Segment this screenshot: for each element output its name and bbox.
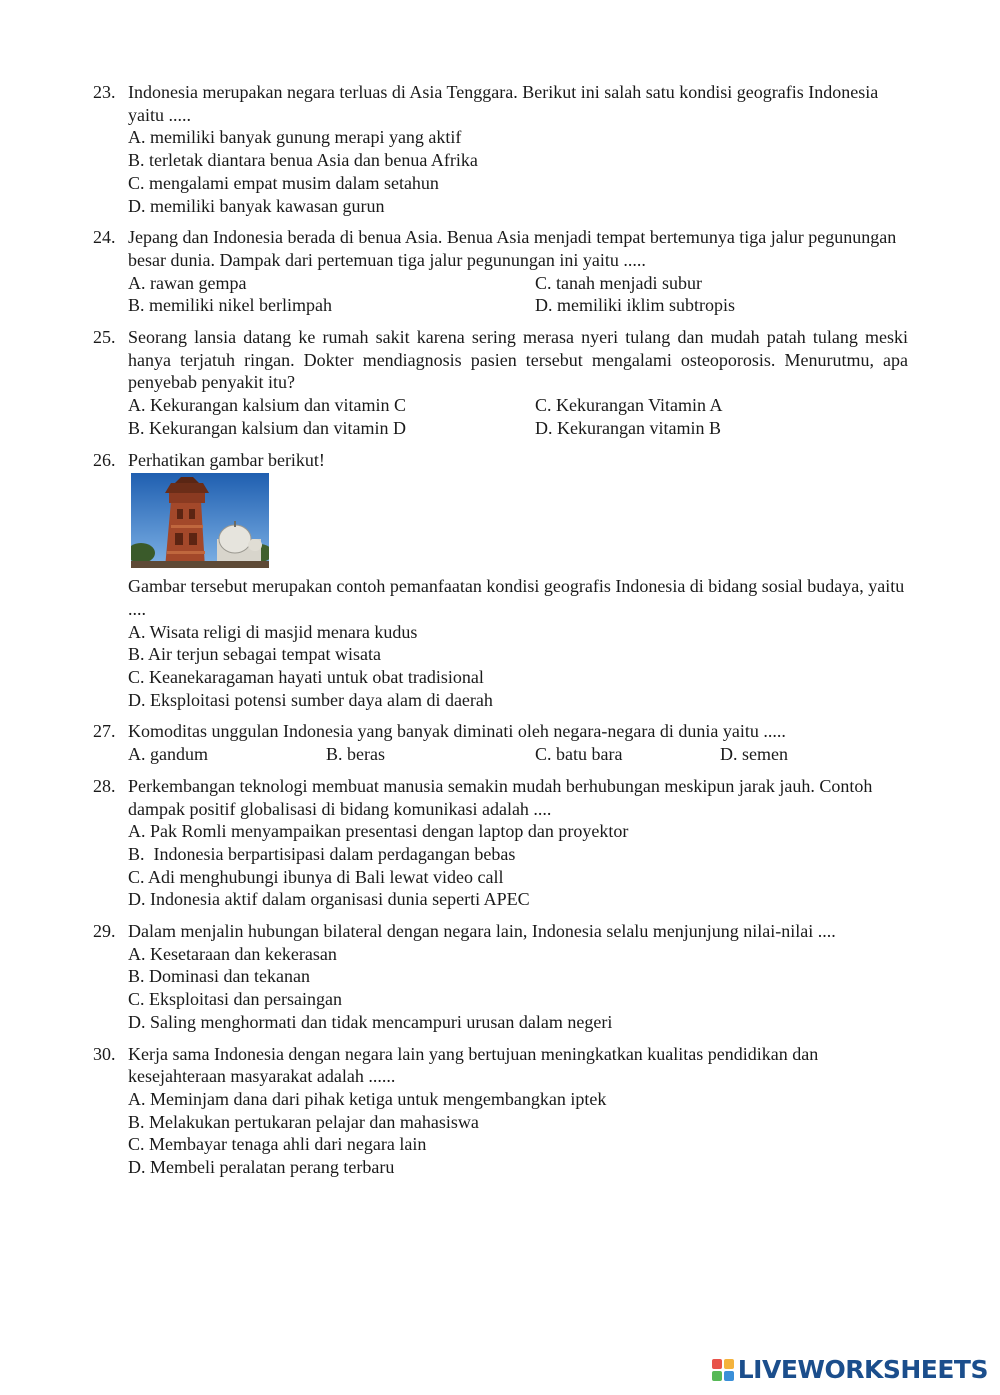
question-27 (93, 720, 908, 765)
option-a[interactable]: A. Kesetaraan dan kekerasan (128, 943, 337, 964)
option-c[interactable]: C. Kekurangan Vitamin A (535, 395, 723, 416)
question-24 (93, 226, 908, 317)
option-a[interactable]: A. Meminjam dana dari pihak ketiga untuk mengembangkan iptek (128, 1089, 607, 1109)
question-stem: Perkembangan teknologi membuat manusia semakin mudah berhubungan meskipun jarak jauh. Contoh dampak positif globalisasi di bidang komunikasi adalah .... (128, 775, 873, 819)
question-stem: Jepang dan Indonesia berada di benua Asia. Benua Asia menjadi tempat bertemunya tiga jalur pegunungan besar dunia. Dampak dari pertemuan tiga jalur pegunungan ini yaitu ..... (128, 227, 897, 270)
question-number: 27. (93, 721, 116, 742)
question-stem: Kerja sama Indonesia dengan negara lain yang bertujuan meningkatkan kualitas pendidikan dan kesejahteraan masyarakat adalah ...... (128, 1043, 819, 1087)
question-28 (93, 775, 908, 911)
liveworksheets-logo-icon (712, 1359, 734, 1381)
option-d[interactable]: D. Indonesia aktif dalam organisasi dunia seperti APEC (128, 889, 530, 910)
option-d[interactable]: D. Membeli peralatan perang terbaru (128, 1157, 395, 1178)
option-b[interactable]: B. memiliki nikel berlimpah (128, 295, 332, 316)
option-c[interactable]: C. batu bara (535, 744, 623, 765)
option-c[interactable]: C. Keanekaragaman hayati untuk obat tradisional (128, 667, 484, 688)
option-d[interactable]: D. Saling menghormati dan tidak mencampuri urusan dalam negeri (128, 1011, 613, 1032)
question-number: 25. (93, 327, 116, 348)
option-b[interactable]: B. Air terjun sebagai tempat wisata (128, 644, 381, 665)
question-stem: Dalam menjalin hubungan bilateral dengan negara lain, Indonesia selalu menjunjung nilai-nilai .... (128, 921, 836, 942)
question-number: 28. (93, 775, 116, 796)
question-number: 24. (93, 227, 116, 248)
question-25 (93, 326, 908, 440)
question-number: 29. (93, 921, 116, 942)
question-stem: Gambar tersebut merupakan contoh pemanfaatan kondisi geografis Indonesia di bidang sosial budaya, yaitu .... (128, 576, 905, 619)
liveworksheets-watermark (712, 1354, 988, 1386)
option-b[interactable]: B. Kekurangan kalsium dan vitamin D (128, 417, 406, 438)
option-a[interactable]: A. gandum (128, 744, 208, 765)
option-d[interactable]: D. semen (720, 744, 788, 765)
question-23 (93, 81, 908, 217)
question-26 (93, 449, 908, 712)
question-stem: Indonesia merupakan negara terluas di Asia Tenggara. Berikut ini salah satu kondisi geografis Indonesia yaitu ..... (128, 82, 879, 125)
question-stem: Komoditas unggulan Indonesia yang banyak diminati oleh negara-negara di dunia yaitu ..... (128, 721, 786, 742)
option-a[interactable]: A. memiliki banyak gunung merapi yang aktif (128, 127, 462, 148)
option-b[interactable]: B. Indonesia berpartisipasi dalam perdagangan bebas (128, 843, 516, 864)
question-number: 30. (93, 1043, 116, 1064)
options-grid (128, 272, 908, 317)
option-c[interactable]: C. mengalami empat musim dalam setahun (128, 172, 439, 193)
option-b[interactable]: B. beras (326, 744, 385, 765)
option-a[interactable]: A. rawan gempa (128, 272, 247, 293)
option-a[interactable]: A. Wisata religi di masjid menara kudus (128, 621, 418, 642)
question-29 (93, 920, 908, 1034)
option-a[interactable]: A. Kekurangan kalsium dan vitamin C (128, 395, 406, 416)
option-d[interactable]: D. memiliki banyak kawasan gurun (128, 195, 385, 216)
option-d[interactable]: D. Kekurangan vitamin B (535, 417, 721, 438)
option-c[interactable]: C. Eksploitasi dan persaingan (128, 989, 342, 1010)
option-b[interactable]: B. Dominasi dan tekanan (128, 966, 310, 987)
option-c[interactable]: C. Adi menghubungi ibunya di Bali lewat video call (128, 866, 504, 887)
option-b[interactable]: B. Melakukan pertukaran pelajar dan mahasiswa (128, 1111, 479, 1132)
worksheet (93, 81, 908, 1188)
question-intro: Perhatikan gambar berikut! (128, 449, 325, 470)
option-c[interactable]: C. tanah menjadi subur (535, 272, 702, 293)
options-row (128, 743, 908, 766)
option-d[interactable]: D. memiliki iklim subtropis (535, 295, 736, 316)
question-number: 26. (93, 449, 116, 470)
option-b[interactable]: B. terletak diantara benua Asia dan benua Afrika (128, 150, 478, 171)
menara-kudus-photo (131, 473, 269, 568)
option-c[interactable]: C. Membayar tenaga ahli dari negara lain (128, 1134, 427, 1155)
options-grid (128, 394, 908, 439)
option-d[interactable]: D. Eksploitasi potensi sumber daya alam di daerah (128, 689, 493, 710)
option-a[interactable]: A. Pak Romli menyampaikan presentasi dengan laptop dan proyektor (128, 821, 629, 842)
question-stem: Seorang lansia datang ke rumah sakit karena sering merasa nyeri tulang dan mudah patah tulang meski hanya terjatuh ringan. Dokter mendiagnosis pasien tersebut mengalami osteoporosis. Menurutmu, apa penyebab penyakit itu? (128, 327, 908, 393)
watermark-text: LIVEWORKSHEETS (737, 1354, 988, 1384)
question-30 (93, 1043, 908, 1179)
question-number: 23. (93, 82, 116, 102)
